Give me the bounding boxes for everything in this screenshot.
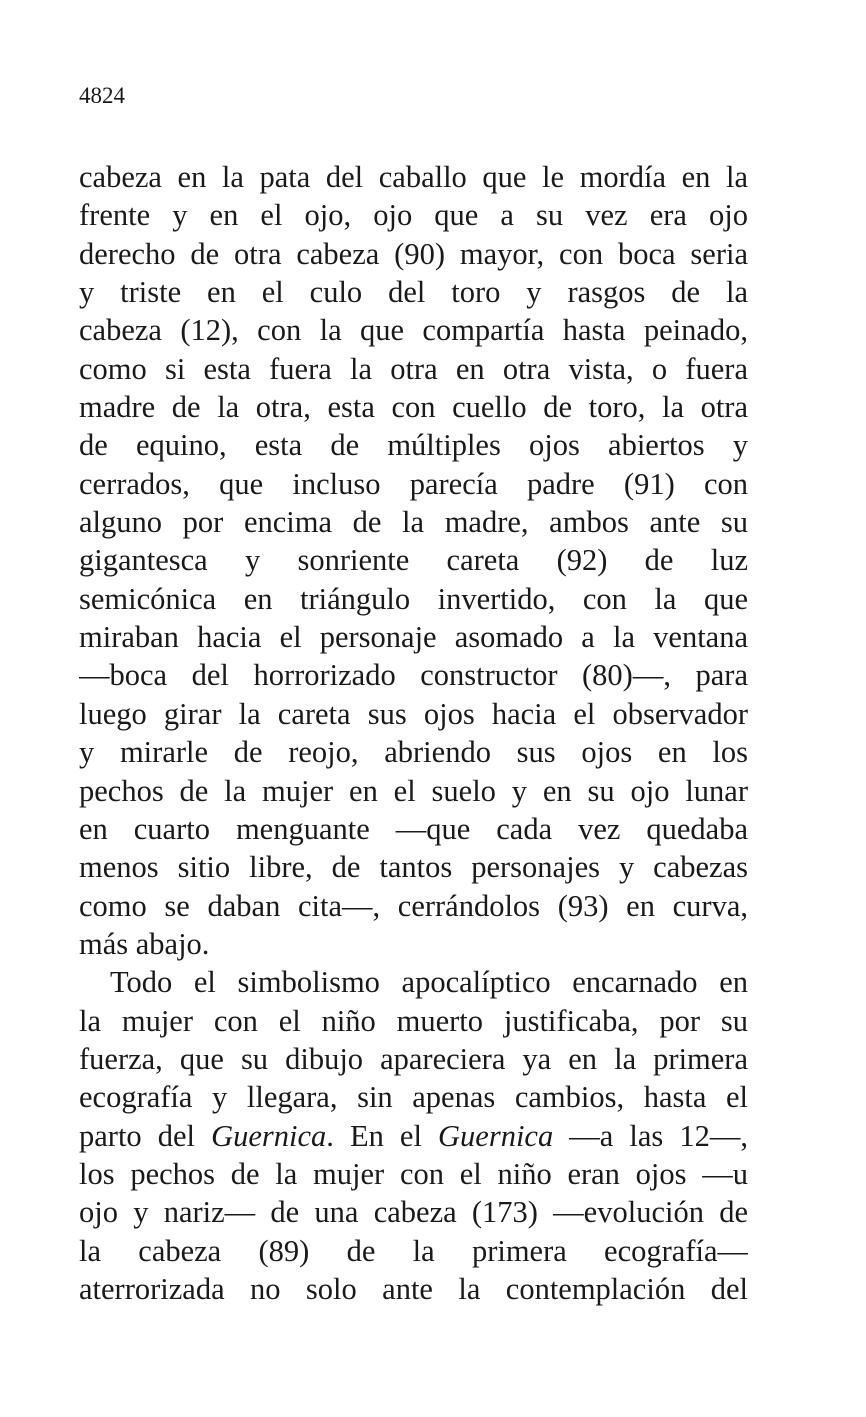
text-segment: pechos de la mujer en el suelo y en su ojo lunar [79, 773, 748, 808]
text-line [79, 503, 748, 541]
text-line [79, 1155, 748, 1193]
text-line [79, 388, 748, 426]
italic-title: Guernica [211, 1118, 327, 1153]
text-line [79, 465, 748, 503]
text-line [79, 925, 748, 963]
text-line [79, 733, 748, 771]
text-line [79, 963, 748, 1001]
paragraph [79, 158, 748, 963]
text-line [79, 273, 748, 311]
text-segment: luego girar la careta sus ojos hacia el observador [79, 696, 748, 731]
italic-title: Guernica [438, 1118, 554, 1153]
text-segment: —a las 12—, [553, 1118, 748, 1153]
text-segment: como se daban cita—, cerrándolos (93) en curva, [79, 888, 748, 923]
text-segment: —boca del horrorizado constructor (80)—, para [79, 658, 748, 693]
text-segment: fuerza, que su dibujo apareciera ya en la primera [79, 1041, 748, 1076]
text-line [79, 1232, 748, 1270]
text-segment: cabeza en la pata del caballo que le mordía en la [79, 160, 748, 194]
text-segment: Todo el simbolismo apocalíptico encarnado en [110, 965, 748, 1000]
text-segment: parto del [79, 1118, 212, 1153]
text-segment: la mujer con el niño muerto justificaba, por su [79, 1003, 748, 1038]
text-line [79, 618, 748, 656]
text-segment: cerrados, que incluso parecía padre (91) con [79, 466, 748, 501]
text-line [79, 1117, 748, 1155]
text-line [79, 1078, 748, 1116]
text-segment: alguno por encima de la madre, ambos ante su [79, 505, 748, 540]
text-line [79, 426, 748, 464]
text-line [79, 848, 748, 886]
text-segment: más abajo. [79, 926, 210, 961]
text-segment: en cuarto menguante —que cada vez quedaba [79, 811, 748, 846]
text-segment: . En el [326, 1118, 439, 1153]
body-text [79, 158, 748, 1308]
text-line [79, 772, 748, 810]
text-segment: menos sitio libre, de tantos personajes y cabezas [79, 850, 748, 885]
page-number: 4824 [79, 83, 125, 108]
text-line [79, 158, 748, 196]
text-line [79, 235, 748, 273]
text-line [79, 350, 748, 388]
text-line [79, 1002, 748, 1040]
text-line [79, 580, 748, 618]
text-segment: como si esta fuera la otra en otra vista, o fuera [79, 351, 748, 386]
text-line [79, 311, 748, 349]
text-segment: la cabeza (89) de la primera ecografía— [79, 1233, 748, 1268]
text-segment: gigantesca y sonriente careta (92) de luz [79, 543, 748, 578]
text-segment: aterrorizada no solo ante la contemplación del [79, 1271, 748, 1306]
text-line [79, 541, 748, 579]
text-line [79, 1270, 748, 1308]
text-segment: semicónica en triángulo invertido, con la que [79, 581, 748, 616]
text-segment: ojo y nariz— de una cabeza (173) —evolución de [79, 1195, 748, 1230]
text-segment: de equino, esta de múltiples ojos abiertos y [79, 428, 748, 463]
text-line [79, 695, 748, 733]
text-line [79, 196, 748, 234]
paragraph [79, 963, 748, 1308]
text-segment: madre de la otra, esta con cuello de toro, la otra [79, 390, 748, 425]
text-segment: miraban hacia el personaje asomado a la ventana [79, 620, 748, 655]
text-segment: los pechos de la mujer con el niño eran ojos —u [79, 1156, 748, 1191]
text-segment: frente y en el ojo, ojo que a su vez era ojo [79, 198, 748, 233]
text-line [79, 1040, 748, 1078]
text-segment: ecografía y llegara, sin apenas cambios, hasta el [79, 1080, 748, 1115]
text-line [79, 1193, 748, 1231]
text-segment: y mirarle de reojo, abriendo sus ojos en los [79, 735, 748, 770]
text-line [79, 810, 748, 848]
text-segment: derecho de otra cabeza (90) mayor, con boca seria [79, 236, 748, 271]
text-line [79, 656, 748, 694]
text-segment: y triste en el culo del toro y rasgos de la [79, 275, 748, 310]
text-segment: cabeza (12), con la que compartía hasta peinado, [79, 313, 748, 348]
text-line [79, 887, 748, 925]
